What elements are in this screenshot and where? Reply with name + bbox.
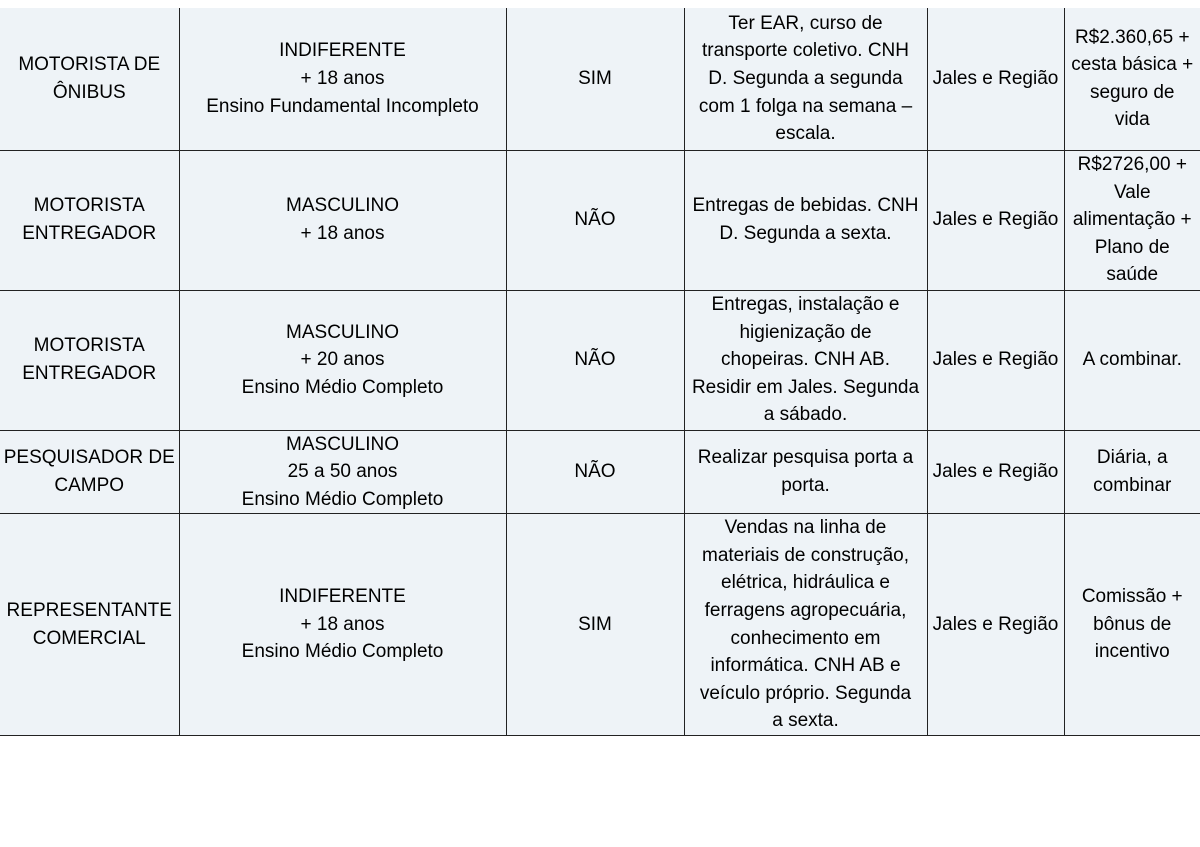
salary-cell: A combinar. [1064,290,1200,430]
salary-cell: Comissão + bônus de incentivo [1064,514,1200,736]
pcd-cell: SIM [506,8,684,150]
salary-cell: Diária, a combinar [1064,430,1200,514]
table-row [0,430,1200,514]
job-title-cell: REPRESENTANTE COMERCIAL [0,514,179,736]
table-row [0,150,1200,290]
requirements-cell: Ter EAR, curso de transporte coletivo. CNH D. Segunda a segunda com 1 folga na semana – escala. [684,8,927,150]
pcd-cell: NÃO [506,150,684,290]
location-cell: Jales e Região [927,150,1064,290]
table-row [0,514,1200,736]
location-cell: Jales e Região [927,514,1064,736]
profile-cell: INDIFERENTE + 18 anos Ensino Fundamental Incompleto [179,8,506,150]
salary-cell: R$2726,00 + Vale alimentação + Plano de saúde [1064,150,1200,290]
profile-cell: MASCULINO 25 a 50 anos Ensino Médio Completo [179,430,506,514]
job-title-cell: MOTORISTA ENTREGADOR [0,290,179,430]
job-listings-table [0,8,1200,736]
requirements-cell: Entregas de bebidas. CNH D. Segunda a sexta. [684,150,927,290]
location-cell: Jales e Região [927,290,1064,430]
location-cell: Jales e Região [927,430,1064,514]
job-title-cell: MOTORISTA DE ÔNIBUS [0,8,179,150]
pcd-cell: SIM [506,514,684,736]
pcd-cell: NÃO [506,290,684,430]
profile-cell: MASCULINO + 18 anos [179,150,506,290]
salary-cell: R$2.360,65 + cesta básica + seguro de vida [1064,8,1200,150]
job-title-cell: MOTORISTA ENTREGADOR [0,150,179,290]
profile-cell: INDIFERENTE + 18 anos Ensino Médio Completo [179,514,506,736]
job-title-cell: PESQUISADOR DE CAMPO [0,430,179,514]
profile-cell: MASCULINO + 20 anos Ensino Médio Completo [179,290,506,430]
requirements-cell: Realizar pesquisa porta a porta. [684,430,927,514]
requirements-cell: Entregas, instalação e higienização de chopeiras. CNH AB. Residir em Jales. Segunda a sábado. [684,290,927,430]
requirements-cell: Vendas na linha de materiais de construção, elétrica, hidráulica e ferragens agropecuária, conhecimento em informática. CNH AB e veículo próprio. Segunda a sexta. [684,514,927,736]
table-row [0,290,1200,430]
table-row [0,8,1200,150]
pcd-cell: NÃO [506,430,684,514]
location-cell: Jales e Região [927,8,1064,150]
